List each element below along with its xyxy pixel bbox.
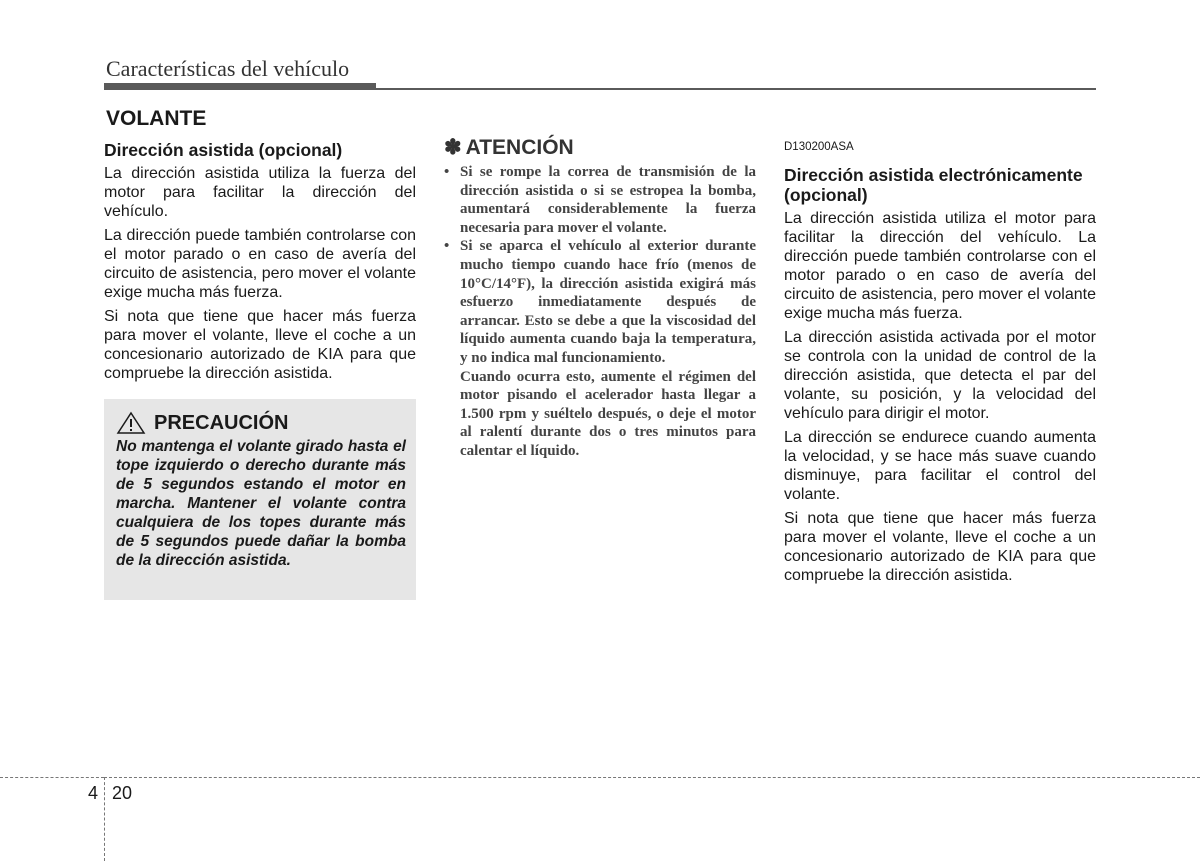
list-item (444, 237, 756, 460)
paragraph: La dirección se endurece cuando aumenta la velocidad, y se hace más suave cuando disminuye, para facilitar el control del volante. (784, 429, 1096, 503)
section-code: D130200ASA (784, 141, 854, 153)
header-rule-thin (376, 88, 1096, 90)
paragraph: La dirección asistida utiliza el motor para facilitar la dirección del vehículo. La dirección puede también controlarse con el motor parado o en caso de avería del circuito de asistencia, pero mover el volante exige mucha más fuerza. (784, 210, 1096, 322)
attention-heading (444, 138, 756, 157)
caution-box (104, 399, 416, 600)
column-left (104, 140, 416, 388)
power-steering-heading: Dirección asistida (opcional) (104, 140, 343, 160)
electronic-steering-heading: Dirección asistida electrónicamente (opcional) (784, 165, 1083, 205)
warning-triangle-icon (116, 411, 146, 435)
list-item (444, 163, 756, 237)
page-header-title: Características del vehículo (106, 56, 350, 81)
list-item-text: Si se aparca el vehículo al exterior durante mucho tiempo cuando hace frío (menos de 10°C/14°F), la dirección asistida exigirá más esfuerzo inmediatamente después de arrancar. Esto se debe a que la viscosidad del líquido aumenta cuando baja la temperatura, y no indica mal funcionamiento. (460, 238, 756, 366)
footer-vertical-rule (104, 777, 105, 861)
footer-rule (0, 777, 104, 778)
page-number: 20 (112, 783, 133, 803)
bullet: • (444, 238, 450, 255)
paragraph: La dirección puede también controlarse con el motor parado o en caso de avería del circuito de asistencia, pero mover el volante exige mucha más fuerza. (104, 227, 416, 301)
caution-heading (116, 411, 288, 435)
paragraph: La dirección asistida utiliza la fuerza del motor para facilitar la dirección del vehículo. (104, 165, 416, 220)
asterisk-icon: ✽ (444, 136, 462, 159)
column-middle (444, 138, 756, 461)
attention-title: ATENCIÓN (465, 136, 574, 159)
header-rule-thick (104, 83, 376, 90)
caution-title: PRECAUCIÓN (154, 411, 289, 434)
section-title: VOLANTE (106, 107, 207, 130)
paragraph: Si nota que tiene que hacer más fuerza para mover el volante, lleve el coche a un concesionario autorizado de KIA para que compruebe la dirección asistida. (784, 510, 1096, 584)
paragraph: La dirección asistida activada por el motor se controla con la unidad de control de la dirección asistida, que detecta el par del volante, su posición, y la velocidad del vehículo para dirigir el motor. (784, 329, 1096, 422)
list-item-continuation: Cuando ocurra esto, aumente el régimen del motor pisando el acelerador hasta llegar a 1.500 rpm y suéltelo después, o deje el motor al ralentí durante dos o tres minutos para calentar el líquido. (460, 368, 756, 459)
chapter-number: 4 (88, 783, 99, 803)
footer-rule (104, 777, 1200, 778)
attention-list (444, 163, 756, 461)
paragraph: Si nota que tiene que hacer más fuerza para mover el volante, lleve el coche a un concesionario autorizado de KIA para que compruebe la dirección asistida. (104, 308, 416, 382)
list-item-text: Si se rompe la correa de transmisión de la dirección asistida o si se estropea la bomba, aumentará considerablemente la fuerza necesaria para mover el volante. (460, 164, 756, 236)
caution-text: No mantenga el volante girado hasta el tope izquierdo o derecho durante más de 5 segundos estando el motor en marcha. Mantener el volante contra cualquiera de los topes durante más de 5 segundos puede dañar la bomba de la dirección asistida. (116, 438, 406, 569)
bullet: • (444, 164, 450, 180)
column-right (784, 138, 1096, 590)
